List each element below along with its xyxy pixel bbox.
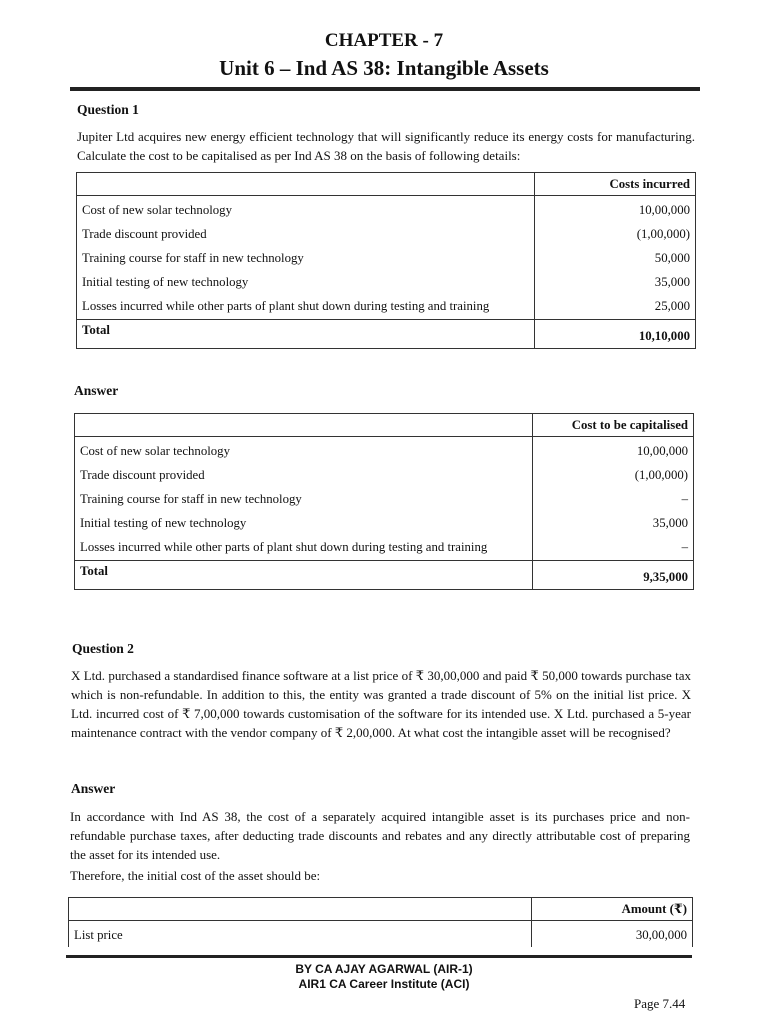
answer-1-label: Answer — [74, 383, 119, 398]
table-header-amount: Amount (₹) — [532, 898, 693, 921]
answer-2-label: Answer — [71, 781, 116, 796]
table-cell-item: List price — [69, 921, 532, 948]
table-cell-item: Trade discount provided — [75, 463, 533, 487]
table-cell-amount: 10,00,000 — [533, 437, 694, 464]
table-cell-item: Losses incurred while other parts of plant shut down during testing and training — [75, 535, 533, 561]
answer-2-table — [68, 897, 693, 947]
question-2-label: Question 2 — [72, 641, 134, 656]
table-cell-item: Losses incurred while other parts of plant shut down during testing and training — [77, 294, 535, 320]
table-cell-item: Trade discount provided — [77, 222, 535, 246]
table-header-blank — [75, 414, 533, 437]
answer-1-table — [74, 413, 694, 590]
table-header-capitalised: Cost to be capitalised — [533, 414, 694, 437]
header-divider — [70, 87, 700, 91]
table-cell-amount: – — [533, 487, 694, 511]
answer-2-text: In accordance with Ind AS 38, the cost of a separately acquired intangible asset is its purchases price and non-refundable purchase taxes, after deducting trade discounts and rebates and any directly attributable cost of preparing the asset for its intended use. — [70, 809, 690, 862]
table-total-label: Total — [77, 320, 535, 349]
footer-author: BY CA AJAY AGARWAL (AIR-1) — [295, 962, 473, 976]
table-cell-item: Cost of new solar technology — [77, 196, 535, 223]
unit-title: Unit 6 – Ind AS 38: Intangible Assets — [219, 56, 549, 80]
table-cell-item: Training course for staff in new technology — [75, 487, 533, 511]
table-cell-item: Training course for staff in new technology — [77, 246, 535, 270]
table-cell-amount: (1,00,000) — [533, 463, 694, 487]
question-2-text: X Ltd. purchased a standardised finance software at a list price of ₹ 30,00,000 and paid ₹ 50,000 towards purchase tax which is non-refundable. In addition to this, the entity was granted a trade discount of 5% on the initial list price. X Ltd. incurred cost of ₹ 7,00,000 towards customisation of the software for its intended use. X Ltd. purchased a 5-year maintenance contract with the vendor company of ₹ 2,00,000. At what cost the intangible asset will be recognised? — [71, 668, 691, 740]
table-cell-item: Cost of new solar technology — [75, 437, 533, 464]
chapter-heading: CHAPTER - 7 — [324, 30, 444, 51]
question-1-label: Question 1 — [77, 102, 139, 117]
answer-2-therefore: Therefore, the initial cost of the asset should be: — [70, 868, 321, 883]
table-cell-amount: 50,000 — [535, 246, 696, 270]
table-cell-amount: 25,000 — [535, 294, 696, 320]
table-cell-amount: 35,000 — [533, 511, 694, 535]
table-total-label: Total — [75, 561, 533, 590]
table-cell-amount: – — [533, 535, 694, 561]
table-cell-item: Initial testing of new technology — [75, 511, 533, 535]
table-cell-amount: 30,00,000 — [532, 921, 693, 948]
footer-divider — [66, 955, 692, 958]
table-cell-amount: 10,00,000 — [535, 196, 696, 223]
table-cell-item: Initial testing of new technology — [77, 270, 535, 294]
footer-institute: AIR1 CA Career Institute (ACI) — [298, 977, 470, 991]
question-1-table — [76, 172, 696, 349]
table-header-costs: Costs incurred — [535, 173, 696, 196]
table-cell-amount: 35,000 — [535, 270, 696, 294]
table-total-amount: 10,10,000 — [535, 320, 696, 349]
table-header-blank — [77, 173, 535, 196]
table-total-amount: 9,35,000 — [533, 561, 694, 590]
table-cell-amount: (1,00,000) — [535, 222, 696, 246]
page-number: Page 7.44 — [634, 996, 686, 1011]
table-header-blank — [69, 898, 532, 921]
question-1-text: Jupiter Ltd acquires new energy efficient technology that will significantly reduce its energy costs for manufacturing. Calculate the cost to be capitalised as per Ind AS 38 on the basis of following details: — [77, 129, 695, 163]
